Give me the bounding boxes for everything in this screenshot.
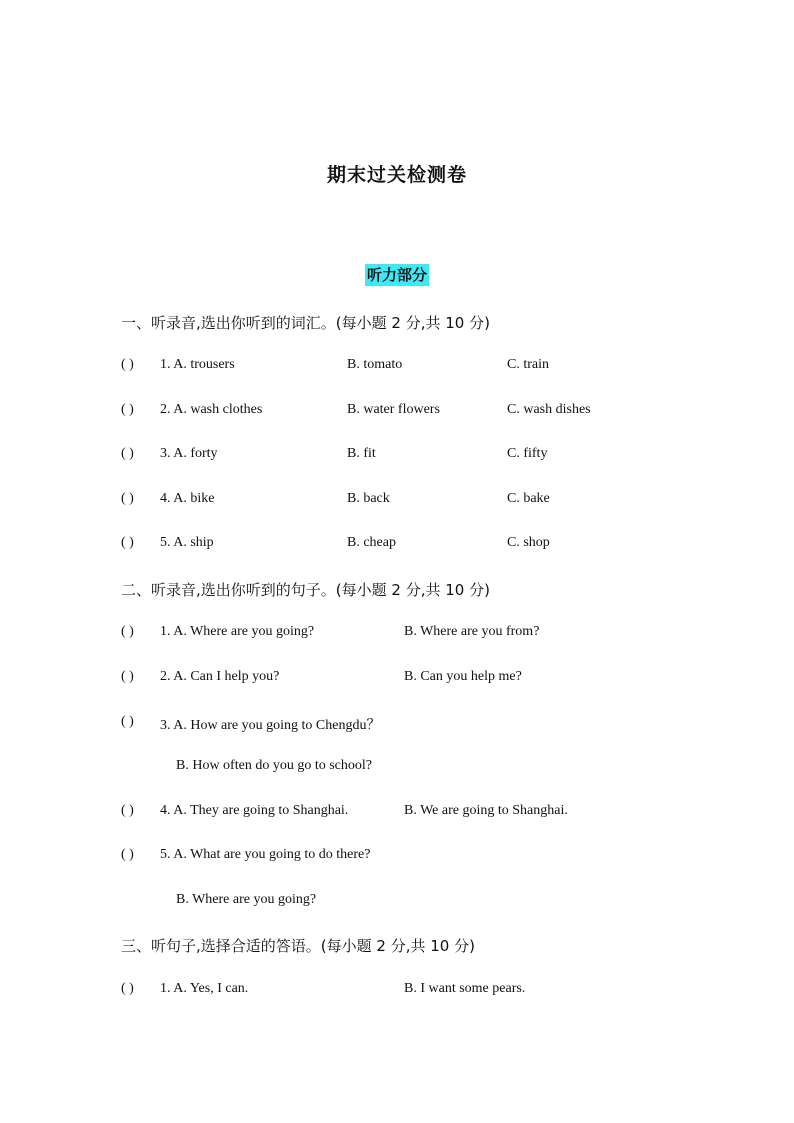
- option-a: 3. A. How are you going to Chengdu？: [160, 718, 381, 733]
- option-a: 5. A. ship: [160, 535, 214, 550]
- part2-question-5-option-b: [0, 892, 794, 916]
- option-a: 3. A. forty: [160, 446, 218, 461]
- part1-question-3: [0, 446, 794, 470]
- part1-question-2: [0, 402, 794, 426]
- listening-label-text: 听力部分: [366, 266, 427, 284]
- option-b: B. Where are you from?: [404, 624, 540, 639]
- part2-question-5: [0, 847, 794, 871]
- part3-heading: 三、听句子,选择合适的答语。(每小题 2 分,共 10 分): [121, 937, 475, 955]
- part2-question-3: [0, 714, 794, 738]
- answer-blank[interactable]: ( ): [121, 669, 134, 684]
- part2-heading: 二、听录音,选出你听到的句子。(每小题 2 分,共 10 分): [121, 581, 490, 599]
- option-a: 4. A. bike: [160, 491, 215, 506]
- answer-blank[interactable]: ( ): [121, 535, 134, 550]
- option-c: C. fifty: [507, 446, 548, 461]
- option-c: C. train: [507, 357, 549, 372]
- part2-question-1: [0, 624, 794, 648]
- option-c: C. shop: [507, 535, 550, 550]
- answer-blank[interactable]: ( ): [121, 446, 134, 461]
- part1-question-5: [0, 535, 794, 559]
- answer-blank[interactable]: ( ): [121, 714, 134, 729]
- answer-blank[interactable]: ( ): [121, 624, 134, 639]
- part2-question-2: [0, 669, 794, 693]
- option-b: B. water flowers: [347, 402, 440, 417]
- option-a: 5. A. What are you going to do there?: [160, 847, 371, 862]
- option-c: C. wash dishes: [507, 402, 591, 417]
- option-b: B. We are going to Shanghai.: [404, 803, 568, 818]
- option-b: B. cheap: [347, 535, 396, 550]
- part1-question-1: [0, 357, 794, 381]
- option-b: B. I want some pears.: [404, 981, 526, 996]
- page-title: 期末过关检测卷: [326, 164, 467, 186]
- option-b: B. How often do you go to school?: [176, 758, 372, 773]
- option-b: B. fit: [347, 446, 376, 461]
- answer-blank[interactable]: ( ): [121, 847, 134, 862]
- answer-blank[interactable]: ( ): [121, 357, 134, 372]
- answer-blank[interactable]: ( ): [121, 981, 134, 996]
- option-a: 1. A. Yes, I can.: [160, 981, 249, 996]
- option-b: B. tomato: [347, 357, 403, 372]
- answer-blank[interactable]: ( ): [121, 803, 134, 818]
- part3-question-1: [0, 981, 794, 1005]
- listening-section-label: [0, 264, 794, 285]
- part2-question-3-option-b: [0, 758, 794, 782]
- option-a: 2. A. Can I help you?: [160, 669, 280, 684]
- answer-blank[interactable]: ( ): [121, 491, 134, 506]
- part2-question-4: [0, 803, 794, 827]
- option-a: 2. A. wash clothes: [160, 402, 263, 417]
- option-c: C. bake: [507, 491, 550, 506]
- option-b: B. back: [347, 491, 390, 506]
- option-b: B. Where are you going?: [176, 892, 317, 907]
- option-a: 1. A. Where are you going?: [160, 624, 315, 639]
- option-b: B. Can you help me?: [404, 669, 522, 684]
- option-a: 4. A. They are going to Shanghai.: [160, 803, 349, 818]
- part1-question-4: [0, 491, 794, 515]
- option-a: 1. A. trousers: [160, 357, 235, 372]
- answer-blank[interactable]: ( ): [121, 402, 134, 417]
- part1-heading: 一、听录音,选出你听到的词汇。(每小题 2 分,共 10 分): [121, 314, 490, 332]
